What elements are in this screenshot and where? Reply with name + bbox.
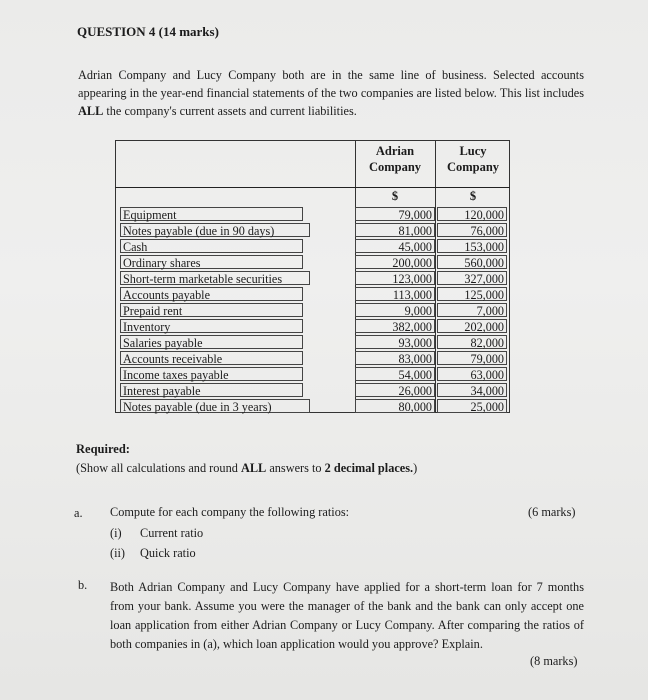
adrian-value: 123,000 xyxy=(355,271,435,285)
lucy-value: 202,000 xyxy=(437,319,507,333)
header-adrian-line1: Adrian xyxy=(375,144,415,158)
part-a-letter: a. xyxy=(74,506,83,520)
lucy-value: 25,000 xyxy=(437,399,507,413)
accounts-table xyxy=(115,140,510,413)
header-rule xyxy=(115,187,510,188)
header-lucy-line2: Company xyxy=(446,160,500,174)
table-row xyxy=(115,335,510,351)
part-a-item-2-num: (ii) xyxy=(110,546,126,560)
adrian-value: 200,000 xyxy=(355,255,435,269)
row-label: Cash xyxy=(120,239,303,253)
lucy-value: 120,000 xyxy=(437,207,507,221)
required-note-bold-1: ALL xyxy=(240,461,267,475)
required-note-text-2: answers to xyxy=(266,461,325,475)
lucy-value: 76,000 xyxy=(437,223,507,237)
adrian-value: 54,000 xyxy=(355,367,435,381)
intro-paragraph xyxy=(78,66,584,120)
row-label: Accounts receivable xyxy=(120,351,303,365)
table-row xyxy=(115,399,510,415)
row-label: Inventory xyxy=(120,319,303,333)
row-label: Interest payable xyxy=(120,383,303,397)
row-label: Notes payable (due in 3 years) xyxy=(120,399,310,413)
required-note-text-1: (Show all calculations and round xyxy=(76,461,241,475)
part-b-text: Both Adrian Company and Lucy Company have applied for a short-term loan for 7 months from your bank. Assume you were the manager of the bank and the bank can only accept one loan application from either Adrian Company or Lucy Company. After comparing the ratios of both companies in (a), which loan application would you approve? Explain. xyxy=(110,580,584,651)
table-row xyxy=(115,351,510,367)
table-row xyxy=(115,271,510,287)
header-adrian-line2: Company xyxy=(368,160,422,174)
part-a-text: Compute for each company the following ratios: xyxy=(110,505,350,519)
table-row xyxy=(115,383,510,399)
required-note-text-3: ) xyxy=(413,461,418,475)
lucy-value: 79,000 xyxy=(437,351,507,365)
row-label: Ordinary shares xyxy=(120,255,303,269)
adrian-value: 93,000 xyxy=(355,335,435,349)
lucy-value: 560,000 xyxy=(437,255,507,269)
header-adrian xyxy=(355,143,435,175)
required-note-bold-2: 2 decimal places. xyxy=(324,461,414,475)
lucy-value: 7,000 xyxy=(437,303,507,317)
part-a-marks: (6 marks) xyxy=(528,505,576,519)
row-label: Salaries payable xyxy=(120,335,303,349)
table-row xyxy=(115,367,510,383)
lucy-value: 63,000 xyxy=(437,367,507,381)
adrian-value: 26,000 xyxy=(355,383,435,397)
required-heading: Required: xyxy=(76,442,130,456)
header-lucy xyxy=(437,143,509,175)
part-a-item-2-text: Quick ratio xyxy=(140,546,196,560)
table-row xyxy=(115,287,510,303)
currency-adrian: $ xyxy=(391,189,399,203)
adrian-value: 79,000 xyxy=(355,207,435,221)
lucy-value: 34,000 xyxy=(437,383,507,397)
table-row xyxy=(115,223,510,239)
intro-text-2: the company's current assets and current liabilities. xyxy=(103,104,357,118)
part-b-letter: b. xyxy=(78,578,88,592)
part-b-marks: (8 marks) xyxy=(530,654,578,668)
row-label: Accounts payable xyxy=(120,287,303,301)
required-note xyxy=(76,461,417,476)
question-title: QUESTION 4 (14 marks) xyxy=(77,24,219,39)
row-label: Notes payable (due in 90 days) xyxy=(120,223,310,237)
table-row xyxy=(115,319,510,335)
lucy-value: 125,000 xyxy=(437,287,507,301)
intro-bold: ALL xyxy=(78,104,104,118)
lucy-value: 82,000 xyxy=(437,335,507,349)
adrian-value: 80,000 xyxy=(355,399,435,413)
part-a-item-1-num: (i) xyxy=(110,526,122,540)
adrian-value: 45,000 xyxy=(355,239,435,253)
row-label: Short-term marketable securities xyxy=(120,271,310,285)
header-lucy-line1: Lucy xyxy=(459,144,487,158)
part-a-item-1-text: Current ratio xyxy=(140,526,204,540)
adrian-value: 9,000 xyxy=(355,303,435,317)
table-row xyxy=(115,255,510,271)
adrian-value: 81,000 xyxy=(355,223,435,237)
row-label: Equipment xyxy=(120,207,303,221)
row-label: Income taxes payable xyxy=(120,367,303,381)
lucy-value: 153,000 xyxy=(437,239,507,253)
adrian-value: 382,000 xyxy=(355,319,435,333)
currency-lucy: $ xyxy=(469,189,477,203)
adrian-value: 83,000 xyxy=(355,351,435,365)
row-label: Prepaid rent xyxy=(120,303,303,317)
adrian-value: 113,000 xyxy=(355,287,435,301)
table-row xyxy=(115,303,510,319)
intro-text-1: Adrian Company and Lucy Company both are in the same line of business. Selected accounts appearing in the year-end financial statements of the two companies are listed below. This list includes xyxy=(78,68,584,100)
lucy-value: 327,000 xyxy=(437,271,507,285)
table-row xyxy=(115,207,510,223)
table-row xyxy=(115,239,510,255)
